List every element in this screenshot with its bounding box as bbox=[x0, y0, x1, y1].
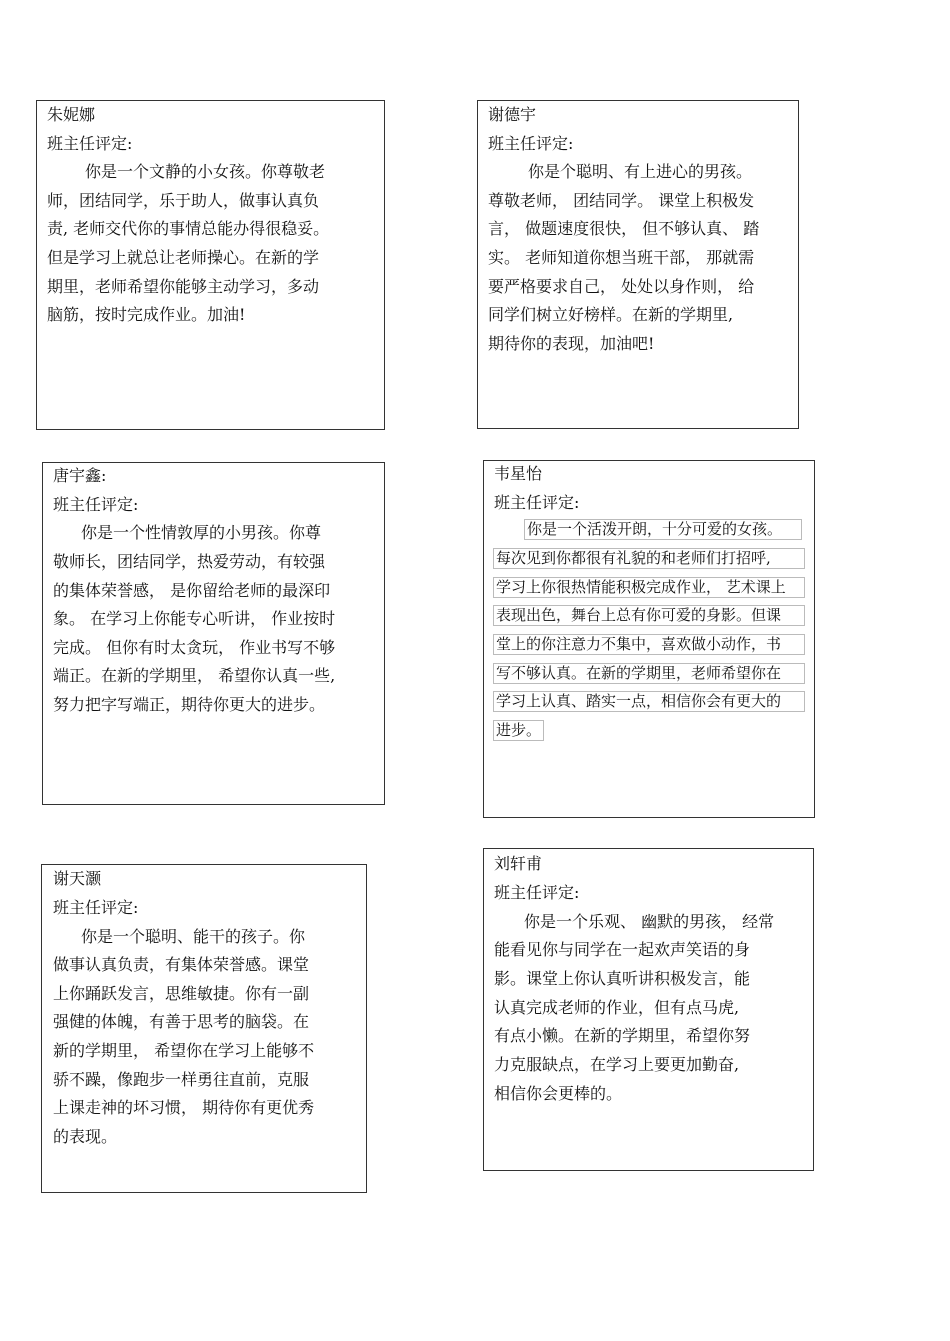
comment-line: 的集体荣誉感， 是你留给老师的最深印 bbox=[53, 581, 331, 600]
comment-line: 上你踊跃发言，思维敏捷。你有一副 bbox=[53, 984, 310, 1003]
comment-line: 力克服缺点，在学习上要更加勤奋, bbox=[494, 1055, 740, 1074]
evaluation-label: 班主任评定: bbox=[53, 898, 139, 917]
comment-line: 的表现。 bbox=[53, 1127, 118, 1146]
student-name: 朱妮娜 bbox=[47, 105, 96, 124]
comment-line: 你是一个文静的小女孩。你尊敬老 bbox=[85, 162, 326, 181]
comment-line: 言， 做题速度很快， 但不够认真、 踏 bbox=[488, 219, 760, 238]
comment-line: 学习上认真、踏实一点，相信你会有更大的 bbox=[493, 691, 805, 712]
student-name: 韦星怡 bbox=[494, 464, 543, 483]
comment-line: 师，团结同学，乐于助人，做事认真负 bbox=[47, 191, 320, 210]
comment-line: 相信你会更棒的。 bbox=[494, 1084, 623, 1103]
comment-line: 骄不躁，像跑步一样勇往直前，克服 bbox=[53, 1070, 310, 1089]
student-name: 刘轩甫 bbox=[494, 854, 543, 873]
comment-line: 敬师长，团结同学，热爱劳动，有较强 bbox=[53, 552, 326, 571]
comment-line: 你是一个乐观、 幽默的男孩， 经常 bbox=[524, 912, 775, 931]
comment-line: 每次见到你都很有礼貌的和老师们打招呼, bbox=[493, 548, 805, 569]
comment-line: 尊敬老师， 团结同学。 课堂上积极发 bbox=[488, 191, 755, 210]
comment-card-3 bbox=[42, 462, 385, 805]
comment-card-1 bbox=[36, 100, 385, 430]
comment-line: 你是个聪明、有上进心的男孩。 bbox=[528, 162, 753, 181]
comment-line: 期待你的表现，加油吧! bbox=[488, 334, 655, 353]
comment-line: 努力把字写端正，期待你更大的进步。 bbox=[53, 695, 326, 714]
comment-line: 端正。在新的学期里， 希望你认真一些, bbox=[53, 666, 336, 685]
comment-line: 脑筋，按时完成作业。加油! bbox=[47, 305, 246, 324]
student-name: 谢德宇 bbox=[488, 105, 537, 124]
comment-line: 能看见你与同学在一起欢声笑语的身 bbox=[494, 940, 751, 959]
comment-line: 新的学期里， 希望你在学习上能够不 bbox=[53, 1041, 315, 1060]
comment-line: 影。课堂上你认真听讲积极发言，能 bbox=[494, 969, 751, 988]
comment-line: 你是一个性情敦厚的小男孩。你尊 bbox=[81, 523, 322, 542]
evaluation-label: 班主任评定: bbox=[488, 134, 574, 153]
comment-line: 表现出色，舞台上总有你可爱的身影。但课 bbox=[493, 605, 805, 626]
comment-line: 你是一个活泼开朗，十分可爱的女孩。 bbox=[524, 519, 802, 540]
comment-line: 责, 老师交代你的事情总能办得很稳妥。 bbox=[47, 219, 330, 238]
comment-card-6 bbox=[483, 848, 814, 1171]
evaluation-label: 班主任评定: bbox=[53, 495, 139, 514]
comment-line: 进步。 bbox=[493, 720, 544, 741]
comment-line: 期里，老师希望你能够主动学习，多动 bbox=[47, 277, 320, 296]
comment-line: 做事认真负责，有集体荣誉感。课堂 bbox=[53, 955, 310, 974]
comment-line: 上课走神的坏习惯， 期待你有更优秀 bbox=[53, 1098, 315, 1117]
student-name: 唐宇鑫: bbox=[53, 466, 107, 485]
comment-line: 认真完成老师的作业，但有点马虎, bbox=[494, 998, 740, 1017]
comment-card-2 bbox=[477, 100, 799, 429]
comment-card-4 bbox=[483, 460, 815, 818]
evaluation-label: 班主任评定: bbox=[47, 134, 133, 153]
comment-card-5 bbox=[41, 864, 367, 1193]
comment-line: 但是学习上就总让老师操心。在新的学 bbox=[47, 248, 320, 267]
comment-line: 要严格要求自己， 处处以身作则， 给 bbox=[488, 277, 755, 296]
comment-line: 同学们树立好榜样。在新的学期里, bbox=[488, 305, 734, 324]
comment-line: 写不够认真。在新的学期里，老师希望你在 bbox=[493, 663, 805, 684]
comment-line: 学习上你很热情能积极完成作业， 艺术课上 bbox=[493, 577, 805, 598]
comment-line: 堂上的你注意力不集中，喜欢做小动作，书 bbox=[493, 634, 805, 655]
evaluation-label: 班主任评定: bbox=[494, 493, 580, 512]
comment-line: 有点小懒。在新的学期里，希望你努 bbox=[494, 1026, 751, 1045]
evaluation-label: 班主任评定: bbox=[494, 883, 580, 902]
comment-line: 实。 老师知道你想当班干部， 那就需 bbox=[488, 248, 755, 267]
comment-line: 完成。 但你有时太贪玩， 作业书写不够 bbox=[53, 638, 336, 657]
student-name: 谢天灏 bbox=[53, 869, 102, 888]
comment-line: 象。 在学习上你能专心听讲， 作业按时 bbox=[53, 609, 336, 628]
comment-line: 你是一个聪明、能干的孩子。你 bbox=[81, 927, 306, 946]
comment-line: 强健的体魄，有善于思考的脑袋。在 bbox=[53, 1012, 310, 1031]
